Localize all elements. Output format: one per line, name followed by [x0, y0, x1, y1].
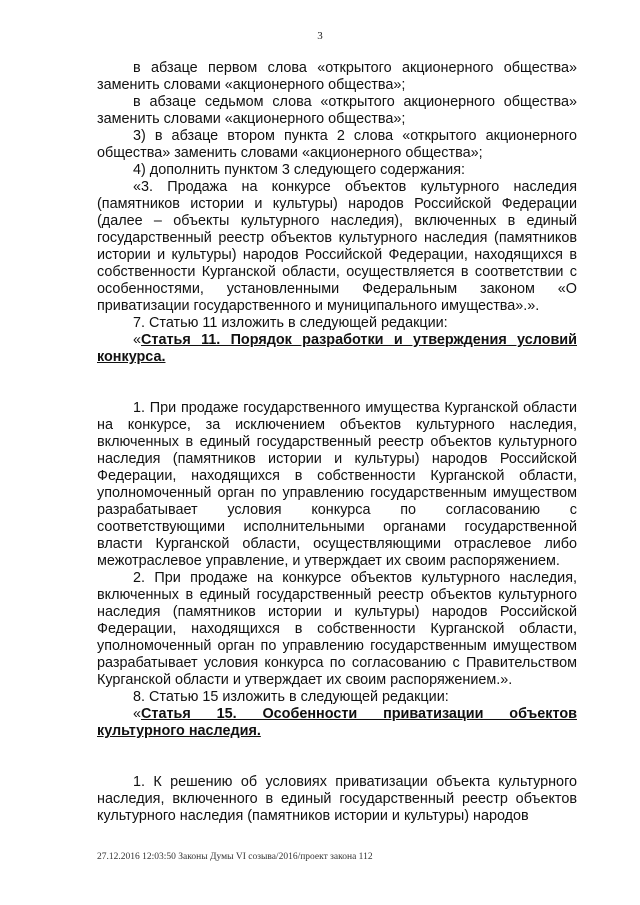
paragraph: 3) в абзаце втором пункта 2 слова «открытого акционерного общества» заменить словами «акционерного общества»; — [97, 128, 577, 161]
paragraph: 4) дополнить пунктом 3 следующего содержания: — [133, 162, 465, 178]
paragraph: 7. Статью 11 изложить в следующей редакции: — [133, 315, 448, 331]
quote-mark: « — [133, 706, 142, 722]
article-11-title: Статья 11. Порядок разработки и утверждения условий конкурса. — [97, 332, 577, 365]
document-body — [97, 60, 577, 825]
page-number: 3 — [317, 30, 323, 42]
quote-mark: « — [133, 332, 142, 348]
paragraph: в абзаце первом слова «открытого акционерного общества» заменить словами «акционерного общества»; — [97, 60, 577, 93]
paragraph: «3. Продажа на конкурсе объектов культурного наследия (памятников истории и культуры) народов Российской Федерации (далее – объекты культурного наследия), включенных в единый государственный реестр объектов культурного наследия (памятников истории и культуры) народов Российской Федерации, находящихся в собственности Курганской области, осуществляется в соответствии с особенностями, установленными Федеральным законом «О приватизации государственного и муниципального имущества».». — [97, 179, 577, 314]
document-footer: 27.12.2016 12:03:50 Законы Думы VI созыва/2016/проект закона 112 — [97, 852, 373, 862]
paragraph: 1. К решению об условиях приватизации объекта культурного наследия, включенного в единый государственный реестр объектов культурного наследия (памятников истории и культуры) народов — [97, 774, 577, 824]
article-15-heading — [97, 706, 577, 740]
spacer — [97, 366, 577, 400]
article-15-title: Статья 15. Особенности приватизации объектов культурного наследия. — [97, 706, 577, 739]
paragraph: 1. При продаже государственного имущества Курганской области на конкурсе, за исключением объектов культурного наследия, включенных в единый государственный реестр объектов культурного наследия (памятников истории и культуры) народов Российской Федерации, находящихся в собственности Курганской области, уполномоченный орган по управлению государственным имуществом разрабатывает условия конкурса по согласованию с соответствующими исполнительными органами государственной власти Курганской области, осуществляющими отраслевое либо межотраслевое управление, и утверждает их своим распоряжением. — [97, 400, 577, 569]
paragraph: 8. Статью 15 изложить в следующей редакции: — [133, 689, 449, 705]
paragraph: 2. При продаже на конкурсе объектов культурного наследия, включенных в единый государственный реестр объектов культурного наследия (памятников истории и культуры) народов Российской Федерации, находящихся в собственности Курганской области, уполномоченный орган по управлению государственным имуществом разрабатывает условия конкурса по согласованию с Правительством Курганской области и утверждает их своим распоряжением.». — [97, 570, 577, 688]
paragraph: в абзаце седьмом слова «открытого акционерного общества» заменить словами «акционерного общества»; — [97, 94, 577, 127]
article-11-heading — [97, 332, 577, 366]
spacer — [97, 740, 577, 774]
